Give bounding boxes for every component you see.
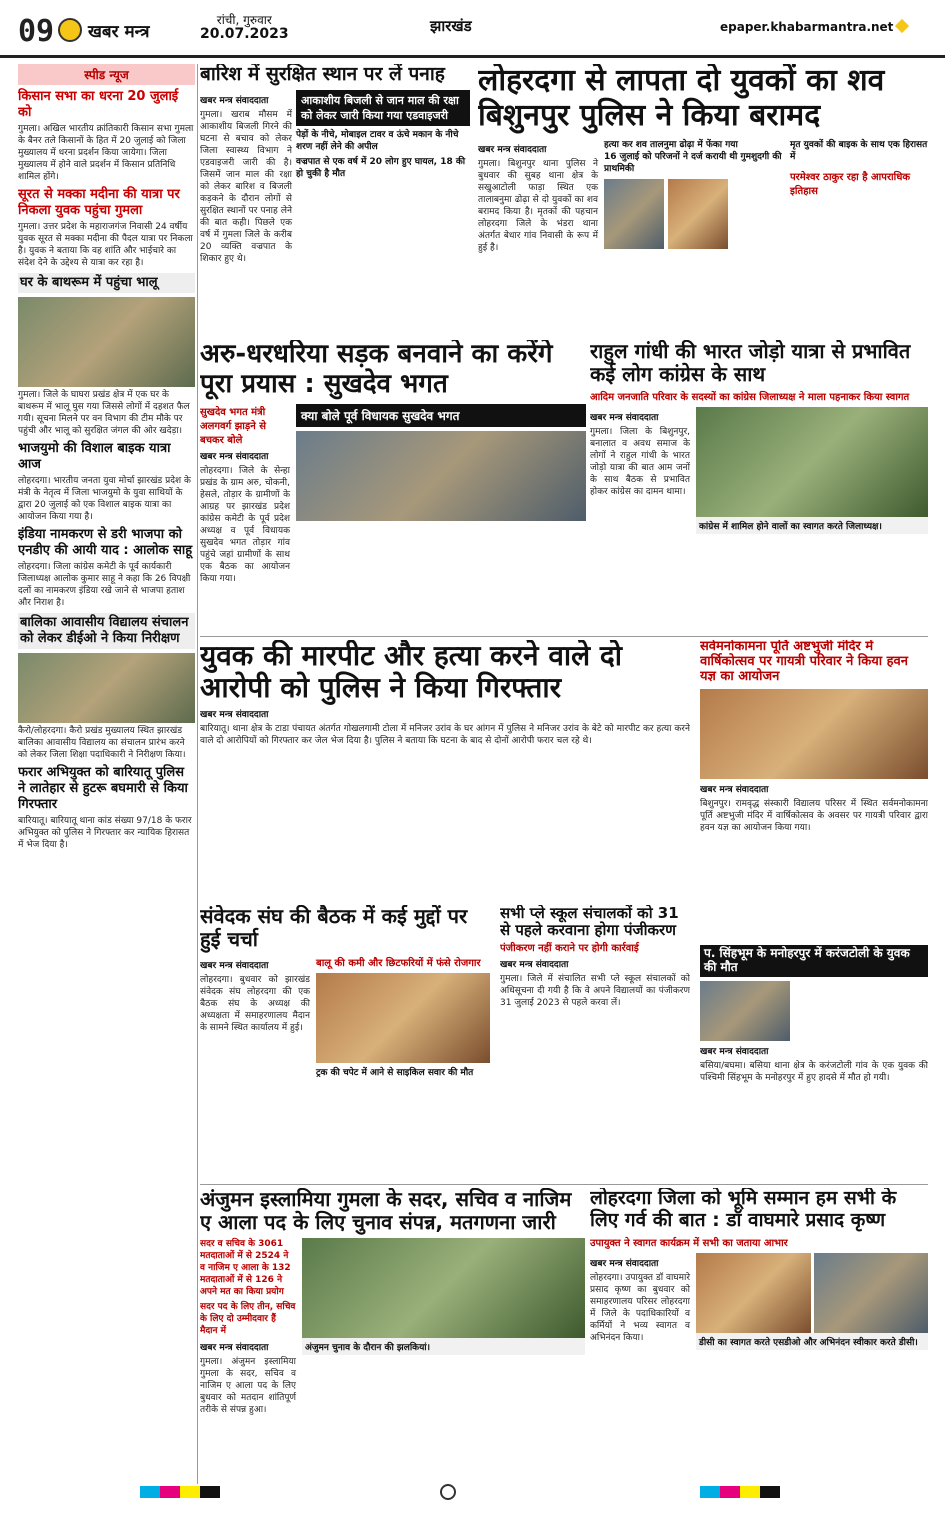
- byline: खबर मन्त्र संवाददाता: [590, 413, 659, 423]
- byline: खबर मन्त्र संवाददाता: [200, 1343, 269, 1353]
- brief-body: गुमला। जिले के घाघरा प्रखंड क्षेत्र में एक घर के बाथरूम में भालू घुस गया जिससे लोगों में दहशत फैल गयी। सूचना मिलने पर वन विभाग की टीम मौके पर पहुंची और भालू को सुरक्षित जंगल की ओर खदेड़ा।: [18, 390, 190, 436]
- row-divider: [200, 1184, 928, 1185]
- headline[interactable]: सर्वमनोकामना पूर्ति अष्टभुजी मंदिर में वार्षिकोत्सव पर गायत्री परिवार ने किया हवन यज्ञ का आयोजन: [700, 640, 908, 684]
- victim-photo: [668, 179, 728, 249]
- page-header: [0, 0, 945, 58]
- section-title: झारखंड: [430, 17, 472, 35]
- headline[interactable]: सभी प्ले स्कूल संचालकों को 31 से पहले करवाना होगा पंजीकरण: [500, 905, 679, 940]
- byline: खबर मन्त्र संवाददाता: [478, 145, 547, 155]
- bullet: सदर व सचिव के 3061 मतदाताओं में से 2524 ने व नाजिम ए आला के 132 मतदाताओं में से 126 ने अपने मत का किया प्रयोग: [200, 1239, 291, 1297]
- bullet: पेड़ों के नीचे, मोबाइल टावर व ऊंचे मकान के नीचे शरण नहीं लेने की अपील: [296, 129, 459, 152]
- color-registration-bar: [140, 1486, 220, 1498]
- article-road-promise: [200, 340, 586, 640]
- article-body: लोहरदगा। जिले के सेन्हा प्रखंड के ग्राम अरु, चोकनी, हेसले, तोड़ार के ग्रामीणों के आग्रह पर झारखंड प्रदेश कांग्रेस कमेटी के पूर्व प्रदेश अध्यक्ष व पूर्व विधायक सुखदेव भगत तोड़ार गांव पहुंचे जहां ग्रामीणों के साथ एक बैठक का आयोजन किया गया।: [200, 465, 290, 584]
- headline[interactable]: युवक की मारपीट और हत्या करने वाले दो आरोपी को पुलिस ने किया गिरफ्तार: [200, 640, 623, 705]
- brief-title[interactable]: इंडिया नामकरण से डरी भाजपा को एनडीए की आयी याद : आलोक साहू: [18, 527, 193, 558]
- brief-body: गुमला। उत्तर प्रदेश के महाराजगंज निवासी 24 वर्षीय युवक सूरत से मक्का मदीना की पैदल यात्रा पर निकला है। युवक ने बताया कि वह शांति और भाईचारे का संदेश देने के उद्देश्य से यात्रा कर रहा है।: [18, 222, 193, 268]
- photo-caption: डीसी का स्वागत करते एसडीओ और अभिनंदन स्वीकार करते डीसी।: [696, 1333, 928, 1350]
- article-body: गुमला। जिले में संचालित सभी प्ले स्कूल संचालकों को अधिसूचना दी गयी है कि वे अपने विद्यालयों का पंजीकरण 31 जुलाई 2023 से पहले करवा लें।: [500, 973, 690, 1008]
- brief-body: लोहरदगा। जिला कांग्रेस कमेटी के पूर्व कार्यकारी जिलाध्यक्ष आलोक कुमार साहू ने कहा कि 26 विपक्षी दलों का नामकरण इंडिया रखे जाने से भाजपा हताश और निराश है।: [18, 562, 191, 608]
- subhead: बालू की कमी और छिटफरियों में फंसे रोजगार: [316, 958, 481, 969]
- byline: खबर मन्त्र संवाददाता: [500, 959, 569, 970]
- headline[interactable]: प. सिंहभूम के मनोहरपुर में करंजटोली के युवक की मौत: [700, 945, 928, 977]
- epaper-url: epaper.khabarmantra.net: [720, 20, 894, 34]
- headline[interactable]: लोहरदगा जिला को भूमि सम्मान हम सभी के लिए गर्व की बात : डॉ वाघमारे प्रसाद कृष्ण: [590, 1188, 897, 1231]
- byline: खबर मन्त्र संवाददाता: [700, 784, 769, 795]
- article-body: लोहरदगा। बुधवार को झारखंड संवेदक संघ लोहरदगा की एक बैठक संघ के अध्यक्ष की अध्यक्षता में समाहरणालय मैदान के सामने स्थित कार्यालय में हुई।: [200, 975, 310, 1033]
- article-congress-join: [590, 340, 928, 635]
- bullet: मृत युवकों की बाइक के साथ एक हिरासत में: [790, 140, 928, 162]
- byline: खबर मन्त्र संवाददाता: [200, 95, 269, 106]
- bear-photo: [18, 297, 195, 387]
- article-missing-youths: [478, 64, 928, 344]
- headline[interactable]: अंजुमन इस्लामिया गुमला के सदर, सचिव व नाजिम ए आला पद के लिए चुनाव संपन्न, मतगणना जारी: [200, 1188, 572, 1234]
- color-registration-bar: [700, 1486, 780, 1498]
- victim-photo: [604, 179, 664, 249]
- brief-title[interactable]: फरार अभियुक्त को बारियातू पुलिस ने लातेहार से हुटरू बघमारी से किया गिरफ्तार: [18, 765, 188, 812]
- byline: खबर मन्त्र संवाददाता: [200, 961, 269, 971]
- article-temple-yagya: [700, 640, 928, 940]
- bullet: 16 जुलाई को परिजनों ने दर्ज करायी थी गुमशुदगी की प्राथमिकी: [604, 152, 782, 174]
- subhead: पंजीकरण नहीं कराने पर होगी कार्रवाई: [500, 942, 639, 954]
- article-body: गुमला। बिशुनपुर थाना पुलिस ने बुधवार की सुबह थाना क्षेत्र के सखुआटोली फाड़ा स्थित एक तालाबनुमा ढोढ़ा से दो युवकों का शव बरामद किया है। मृतकों की पहचान लोहरदगा जिले के भंडरा थाना अंतर्गत बेधार गांव निवासी के रूप में हुई है।: [478, 159, 598, 253]
- subhead: सुखदेव भगत मंत्री अलगवर्ग झाड़ने से बचकर बोले: [200, 406, 267, 446]
- article-contractor-meeting: [200, 905, 490, 1155]
- byline: खबर मन्त्र संवाददाता: [200, 451, 269, 462]
- city-day: रांची, गुरुवार: [216, 13, 272, 27]
- photo-caption: कांग्रेस में शामिल होने वालों का स्वागत करते जिलाध्यक्ष।: [696, 517, 928, 534]
- speed-news-tag: स्पीड न्यूज: [18, 64, 195, 85]
- bullet: वज्रपात से एक वर्ष में 20 लोग हुए घायल, 18 की हो चुकी है मौत: [296, 156, 466, 179]
- epaper-link[interactable]: [720, 20, 907, 34]
- quote-box-title: क्या बोले पूर्व विधायक सुखदेव भगत: [296, 404, 586, 427]
- article-body: गुमला। अंजुमन इस्लामिया गुमला के सदर, सचिव व नाजिम ए आला पद के लिए बुधवार को मतदान शांतिपूर्ण तरीके से संपन्न हुआ।: [200, 1357, 296, 1415]
- brief-body: बारियातू। बारियातू थाना कांड संख्या 97/18 के फरार अभियुक्त को पुलिस ने गिरफ्तार कर न्यायिक हिरासत में भेज दिया है।: [18, 816, 192, 850]
- headline[interactable]: अरु-धरधरिया सड़क बनवाने का करेंगे पूरा प्रयास : सुखदेव भगत: [200, 340, 553, 399]
- meeting-photo: [296, 431, 586, 521]
- brief-title[interactable]: भाजयुमो की विशाल बाइक यात्रा आज: [18, 441, 171, 472]
- article-body: गुमला। जिला के बिशुनपुर, बनालात व अवध समाज के लोगों ने राहुल गांधी के भारत जोड़ो यात्रा की बात आम जनों के साथ बैठक से प्रभावित होकर कांग्रेस का दामन थामा।: [590, 427, 690, 497]
- brand-name: खबर मन्त्र: [88, 21, 150, 42]
- byline: खबर मन्त्र संवाददाता: [200, 710, 269, 721]
- article-body: बसिया/बघमा। बसिया थाना क्षेत्र के करंजटोली गांव के एक युवक की पश्चिमी सिंहभूम के मनोहरपुर में हुए हादसे में मौत हो गयी।: [700, 1060, 928, 1083]
- yagya-photo: [700, 689, 928, 779]
- row-divider: [200, 636, 928, 637]
- brief-title[interactable]: किसान सभा का धरना 20 जुलाई को: [18, 89, 179, 120]
- article-murder-arrest: [200, 640, 690, 900]
- article-youth-death: [700, 945, 928, 1185]
- page-number: 09: [18, 14, 55, 49]
- article-playschool: [500, 905, 690, 1155]
- congress-group-photo: [696, 407, 928, 517]
- bullet: सदर पद के लिए तीन, सचिव के लिए दो उम्मीदवार हैं मैदान में: [200, 1302, 296, 1336]
- headline[interactable]: लोहरदगा से लापता दो युवकों का शव बिशुनपुर पुलिस ने किया बरामद: [478, 64, 885, 133]
- brief-body: लोहरदगा। भारतीय जनता युवा मोर्चा झारखंड प्रदेश के मंत्री के नेतृत्व में जिला भाजयुमो के युवा साथियों के द्वारा 20 जुलाई को एक विशाल बाइक यात्रा का आयोजन किया गया है।: [18, 476, 191, 522]
- article-anjuman-election: [200, 1188, 585, 1483]
- article-body: बिशुनपुर। रामवृद्ध संस्कारी विद्यालय परिसर में स्थित सर्वमनोकामना पूर्ति अष्टभुजी मंदिर में वार्षिकोत्सव के अवसर पर गायत्री परिवार द्वारा हवन यज्ञ का आयोजन किया गया।: [700, 798, 928, 833]
- welcome-photo: [814, 1253, 929, 1333]
- photo-caption: अंजुमन चुनाव के दौरान की झलकियां।: [302, 1338, 585, 1355]
- brand-logo-icon: [58, 18, 82, 42]
- welcome-photo: [696, 1253, 811, 1333]
- headline[interactable]: राहुल गांधी की भारत जोड़ो यात्रा से प्रभावित कई लोग कांग्रेस के साथ: [590, 340, 911, 386]
- sub-story-title: ट्रक की चपेट में आने से साइकिल सवार की मौत: [316, 1068, 474, 1078]
- subhead: उपायुक्त ने स्वागत कार्यक्रम में सभी का जताया आभार: [590, 1237, 788, 1249]
- sidebar-title: परमेश्वर ठाकुर रहा है आपराधिक इतिहास: [790, 172, 911, 197]
- brand-logo[interactable]: [58, 18, 150, 42]
- brief-body: गुमला। अखिल भारतीय क्रांतिकारी किसान सभा गुमला के बैनर तले किसानों के हित में 20 जुलाई को जिला मुख्यालय में धरना प्रदर्शन किया जायेगा। जिला मुख्यालय में होने वाले प्रदर्शन में किसान प्रतिनिधि शामिल होंगे।: [18, 124, 194, 182]
- bullet: हत्या कर शव तालनुमा ढोढ़ा में फेंका गया: [604, 140, 738, 150]
- speed-news-column: [18, 64, 195, 1484]
- brief-body: कैरो/लोहरदगा। कैरो प्रखंड मुख्यालय स्थित झारखंड बालिका आवासीय विद्यालय का संचालन प्रारंभ करने को लेकर जिला शिक्षा पदाधिकारी ने निरीक्षण किया।: [18, 726, 186, 760]
- brief-title[interactable]: बालिका आवासीय विद्यालय संचालन को लेकर डीईओ ने किया निरीक्षण: [18, 613, 195, 649]
- headline[interactable]: बारिश में सुरक्षित स्थान पर लें पनाह: [200, 64, 445, 85]
- article-body: लोहरदगा। उपायुक्त डॉ वाघमारे प्रसाद कृष्ण का बुधवार को समाहरणालय परिसर लोहरदगा में जिले के पदाधिकारियों व कर्मियों ने भव्य स्वागत व अभिनंदन किया।: [590, 1272, 690, 1343]
- subhead: आदिम जनजाति परिवार के सदस्यों का कांग्रेस जिलाध्यक्ष ने माला पहनाकर किया स्वागत: [590, 392, 910, 403]
- advisory-box-title: आकाशीय बिजली से जान माल की रक्षा को लेकर जारी किया गया एडवाइजरी: [296, 90, 470, 126]
- brief-title[interactable]: सूरत से मक्का मदीना की यात्रा पर निकला युवक पहुंचा गुमला: [18, 187, 180, 218]
- article-body: गुमला। खराब मौसम में आकाशीय बिजली गिरने की घटना से बचाव को लेकर जिला स्वास्थ्य विभाग ने एडवाइजरी जारी की है। जिसमें जान माल की रक्षा को लेकर बारिश व बिजली कड़कने के दौरान लोगों से सुरक्षित स्थानों पर पनाह लेने की बात कही। पिछले एक वर्ष में गुमला जिले के करीब 20 व्यक्ति वज्रपात के शिकार हुए थे।: [200, 109, 292, 264]
- byline: खबर मन्त्र संवाददाता: [700, 1046, 769, 1057]
- byline: खबर मन्त्र संवाददाता: [590, 1258, 659, 1269]
- registration-mark-icon: [440, 1484, 456, 1500]
- election-photo: [302, 1238, 585, 1338]
- article-body: बारियातू। थाना क्षेत्र के टाडा पंचायत अंतर्गत गोखलगामी टोला में मनिजर उरांव के घर आंगन में पुलिस ने मनिजर उरांव के बेटे को मारपीट कर हत्या करने वाले दो आरोपियों को गिरफ्तार कर जेल भेज दिया है। पुलिस ने बताया कि घटना के बाद से दोनों आरोपी फरार चल रहे थे।: [200, 724, 690, 747]
- victim-photo: [700, 981, 790, 1041]
- school-inspection-photo: [18, 653, 195, 723]
- dateline: [200, 13, 289, 41]
- brief-title[interactable]: घर के बाथरूम में पहुंचा भालू: [18, 273, 195, 293]
- article-rain-advisory: [200, 64, 470, 356]
- column-divider: [197, 64, 198, 1484]
- pointer-icon: [895, 19, 909, 33]
- issue-date: 20.07.2023: [200, 26, 289, 42]
- article-dc-honour: [590, 1188, 928, 1483]
- meeting-photo: [316, 973, 490, 1063]
- headline[interactable]: संवेदक संघ की बैठक में कई मुद्दों पर हुई चर्चा: [200, 905, 468, 951]
